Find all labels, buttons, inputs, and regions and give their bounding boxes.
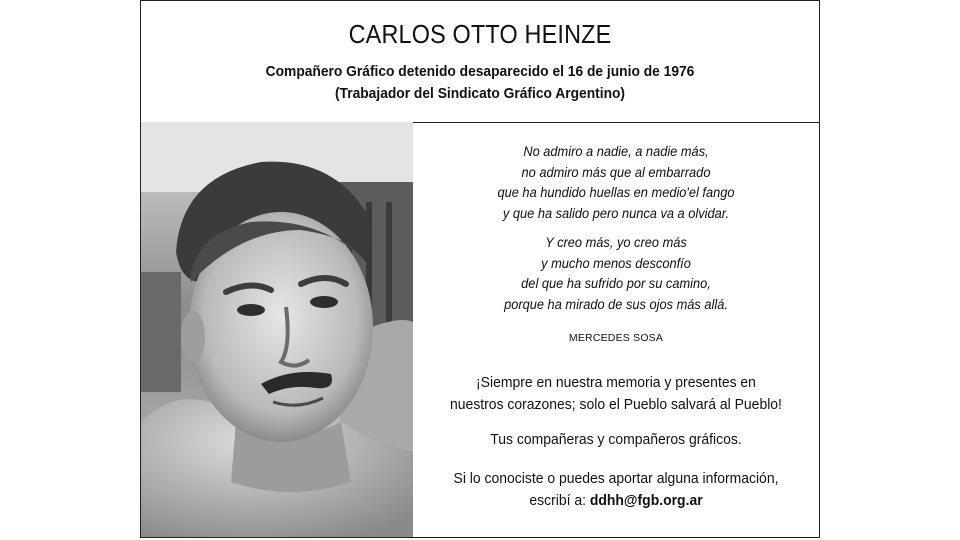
poem-stanza-1 — [423, 142, 809, 224]
text-column — [413, 122, 819, 537]
header — [141, 1, 819, 123]
poem-stanza-2 — [423, 233, 809, 315]
poem-line: y mucho menos desconfío — [541, 255, 691, 271]
memory-message — [427, 372, 805, 416]
poem-line: que ha hundido huellas en medio'el fango — [497, 185, 735, 200]
contact-line-1: Si lo conociste o puedes aportar alguna información, — [453, 470, 779, 487]
memory-line-1: ¡Siempre en nuestra memoria y presentes en — [476, 374, 756, 391]
page-title: CARLOS OTTO HEINZE — [348, 19, 612, 49]
subtitle-line-2: (Trabajador del Sindicato Gráfico Argentino) — [334, 85, 626, 102]
portrait-photo — [141, 122, 413, 537]
subtitle-line-1: Compañero Gráfico detenido desaparecido el 16 de junio de 1976 — [265, 63, 695, 80]
poem-line: Y creo más, yo creo más — [545, 235, 687, 250]
contact-info — [427, 468, 805, 512]
signature-text: Tus compañeras y compañeros gráficos. — [490, 431, 742, 448]
subtitle — [168, 61, 792, 105]
poem-line: no admiro más que al embarrado — [521, 164, 711, 180]
poem — [423, 142, 809, 324]
poem-line: del que ha sufrido por su camino, — [521, 276, 711, 291]
poem-author: MERCEDES SOSA — [568, 332, 664, 344]
contact-email[interactable]: ddhh@fgb.org.ar — [589, 492, 703, 509]
poem-line: porque ha mirado de sus ojos más allá. — [504, 296, 728, 312]
memorial-card — [140, 0, 820, 538]
portrait-illustration — [141, 122, 413, 537]
memory-line-2: nuestros corazones; solo el Pueblo salvará al Pueblo! — [450, 396, 782, 413]
poem-line: y que ha salido pero nunca va a olvidar. — [502, 205, 730, 221]
contact-prefix: escribí a: — [529, 492, 590, 509]
contact-line-2 — [427, 490, 805, 512]
poem-line: No admiro a nadie, a nadie más, — [523, 144, 709, 159]
